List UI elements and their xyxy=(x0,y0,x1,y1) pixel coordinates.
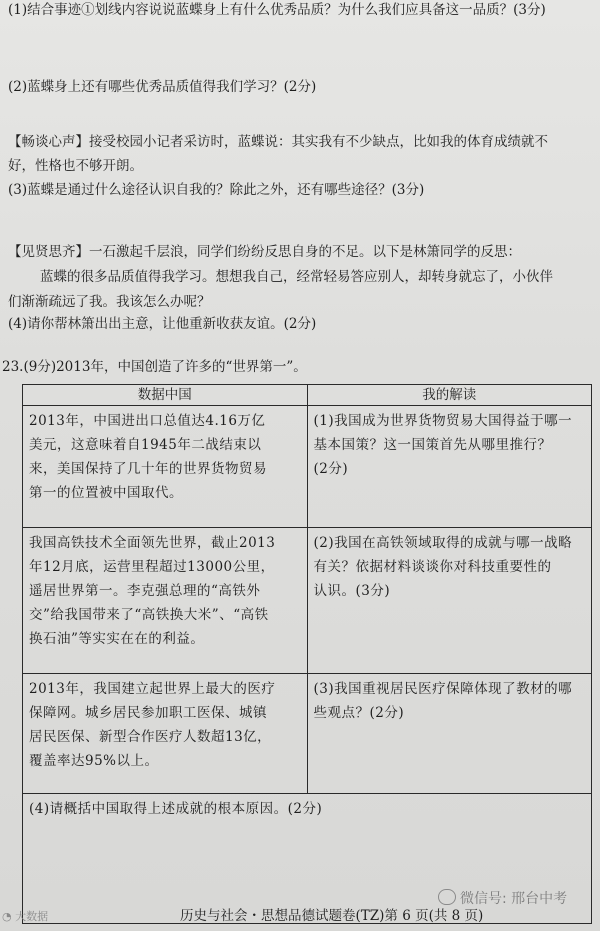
header-data-china: 数据中国 xyxy=(23,385,308,406)
reflect-section-line-3: 们渐渐疏远了我。我该怎么办呢？ xyxy=(8,294,211,310)
question-2: (2)蓝蝶身上还有哪些优秀品质值得我们学习？(2分) xyxy=(8,79,317,95)
data-table xyxy=(22,384,592,924)
talk-section-line-1: 【畅谈心声】接受校园小记者采访时，蓝蝶说：其实我有不少缺点，比如我的体育成绩就不 xyxy=(8,134,548,150)
weibo-icon: ◔ xyxy=(2,910,12,923)
reading-cell: (2)我国在高铁领域取得的成就与哪一战略 有关？依据材料谈谈你对科技重要性的 认识。(3分) xyxy=(307,528,592,674)
data-cell: 2013年，中国进出口总值达4.16万亿 美元，这意味着自1945年二战结束以 来，美国保持了几十年的世界货物贸易 第一的位置被中国取代。 xyxy=(23,406,308,528)
talk-section-line-2: 好，性格也不够开朗。 xyxy=(8,158,143,174)
reflect-section-line-1: 【见贤思齐】一石激起千层浪，同学们纷纷反思自身的不足。以下是林箫同学的反思： xyxy=(8,244,521,260)
wechat-icon xyxy=(438,889,456,905)
table-row xyxy=(23,406,592,528)
question-1: (1)结合事迹①划线内容说说蓝蝶身上有什么优秀品质？为什么我们应具备这一品质？(3分) xyxy=(8,2,546,18)
header-my-reading: 我的解读 xyxy=(307,385,592,406)
data-cell: 2013年，我国建立起世界上最大的医疗 保障网。城乡居民参加职工医保、城镇 居民医保、新型合作医疗人数超13亿， 覆盖率达95%以上。 xyxy=(23,674,308,794)
final-question-cell: (4)请概括中国取得上述成就的根本原因。(2分) xyxy=(23,794,592,924)
reading-cell: (3)我国重视居民医疗保障体现了教材的哪 些观点？(2分) xyxy=(307,674,592,794)
table-row xyxy=(23,528,592,674)
table-row xyxy=(23,674,592,794)
reading-cell: (1)我国成为世界货物贸易大国得益于哪一 基本国策？这一国策首先从哪里推行？ (2分) xyxy=(307,406,592,528)
question-4: (4)请你帮林箫出出主意，让他重新收获友谊。(2分) xyxy=(8,316,317,332)
question-23-heading: 23.(9分)2013年，中国创造了许多的“世界第一”。 xyxy=(2,359,307,375)
reflect-section-line-2: 蓝蝶的很多品质值得我学习。想想我自己，经常轻易答应别人，却转身就忘了，小伙伴 xyxy=(40,269,553,285)
table-header-row xyxy=(23,385,592,406)
watermark-right: 微信号: 邢台中考 xyxy=(438,888,567,908)
watermark-left: ◔ 大数据 xyxy=(2,910,49,923)
question-3: (3)蓝蝶是通过什么途径认识自我的？除此之外，还有哪些途径？(3分) xyxy=(8,182,425,198)
page-footer: 历史与社会・思想品德试题卷(TZ)第 6 页(共 8 页) xyxy=(180,908,484,924)
data-cell: 我国高铁技术全面领先世界，截止2013 年12月底，运营里程超过13000公里， 遥居世界第一。李克强总理的“高铁外 交”给我国带来了“高铁换大米”、“高铁 换石油”等实实在在的利益。 xyxy=(23,528,308,674)
